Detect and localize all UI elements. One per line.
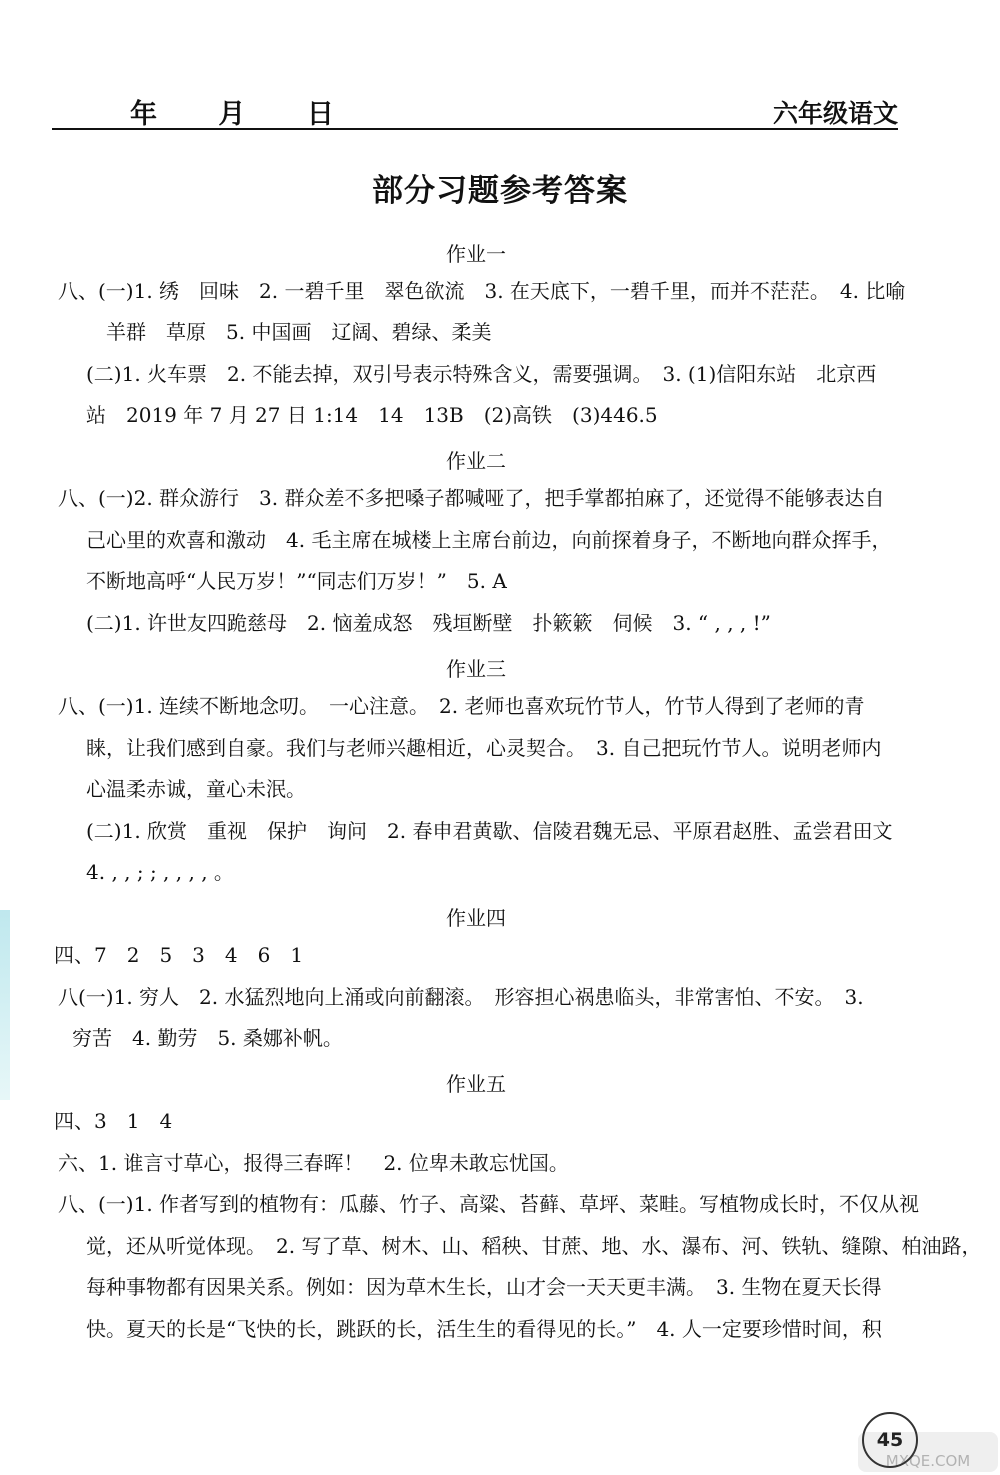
page-number: 45 <box>876 1429 904 1451</box>
answer-line: 羊群 草原 5. 中国画 辽阔、碧绿、柔美 <box>106 320 492 344</box>
section-heading: 作业五 <box>446 1072 506 1096</box>
answer-line: 每种事物都有因果关系。例如：因为草木生长，山才会一天天更丰满。 3. 生物在夏天长得 <box>86 1275 882 1299</box>
section-heading: 作业二 <box>446 449 506 473</box>
answer-line: 八(一)1. 穷人 2. 水猛烈地向上涌或向前翻滚。 形容担心祸患临头，非常害怕、不安。 3. <box>58 985 864 1009</box>
answer-line: 六、1. 谁言寸草心，报得三春晖！ 2. 位卑未敢忘忧国。 <box>58 1151 569 1175</box>
answer-line: (二)1. 许世友四跪慈母 2. 恼羞成怒 残垣断壁 扑簌簌 伺候 3. “ , , , !” <box>86 611 771 635</box>
watermark-text: MXQE.COM <box>885 1452 971 1470</box>
grade-subject: 六年级语文 <box>772 99 898 128</box>
answer-line: (二)1. 火车票 2. 不能去掉，双引号表示特殊含义，需要强调。 3. (1)信阳东站 北京西 <box>86 362 877 386</box>
answer-line: 快。夏天的长是“飞快的长，跳跃的长，活生生的看得见的长。” 4. 人一定要珍惜时间，积 <box>86 1317 882 1341</box>
page-edge-tint <box>0 910 10 1100</box>
month-label: 月 <box>218 99 246 130</box>
answer-line: 觉，还从听觉体现。 2. 写了草、树木、山、稻秧、甘蔗、地、水、瀑布、河、铁轨、缝隙、柏油路， <box>86 1234 982 1258</box>
section-heading: 作业三 <box>446 657 506 681</box>
date-fields <box>130 92 386 131</box>
page-number-badge <box>862 1412 918 1468</box>
answer-line: 穷苦 4. 勤劳 5. 桑娜补帆。 <box>72 1026 343 1050</box>
answer-line: 八、(一)2. 群众游行 3. 群众差不多把嗓子都喊哑了，把手掌都拍麻了，还觉得不能够表达自 <box>58 486 885 510</box>
answer-line: 4. , , ; ; , , , , 。 <box>86 860 234 884</box>
answer-line: 己心里的欢喜和激动 4. 毛主席在城楼上主席台前边，向前探着身子，不断地向群众挥手， <box>86 528 892 552</box>
answer-line: 四、3 1 4 <box>54 1109 173 1133</box>
page-header <box>52 92 898 130</box>
answer-line: (二)1. 欣赏 重视 保护 询问 2. 春申君黄歇、信陵君魏无忌、平原君赵胜、孟尝君田文 <box>86 819 893 843</box>
day-label: 日 <box>306 99 334 130</box>
answer-line: 心温柔赤诚，童心未泯。 <box>86 777 306 801</box>
answer-line: 八、(一)1. 作者写到的植物有：瓜藤、竹子、高粱、苔藓、草坪、菜畦。写植物成长时，不仅从视 <box>58 1192 920 1216</box>
answer-line: 站 2019 年 7 月 27 日 1:14 14 13B (2)高铁 (3)446.5 <box>86 403 658 427</box>
year-label: 年 <box>130 99 157 130</box>
section-heading: 作业一 <box>446 242 506 266</box>
answer-line: 八、(一)1. 绣 回味 2. 一碧千里 翠色欲流 3. 在天底下，一碧千里，而并不茫茫。 4. 比喻 <box>58 279 906 303</box>
answer-line: 睐，让我们感到自豪。我们与老师兴趣相近，心灵契合。 3. 自己把玩竹节人。说明老师内 <box>86 736 882 760</box>
answer-line: 八、(一)1. 连续不断地念叨。 一心注意。 2. 老师也喜欢玩竹节人，竹节人得到了老师的青 <box>58 694 865 718</box>
section-heading: 作业四 <box>446 906 506 930</box>
answer-line: 四、7 2 5 3 4 6 1 <box>54 943 304 967</box>
page-title: 部分习题参考答案 <box>372 173 628 209</box>
answer-line: 不断地高呼“人民万岁！”“同志们万岁！” 5. A <box>86 569 507 593</box>
